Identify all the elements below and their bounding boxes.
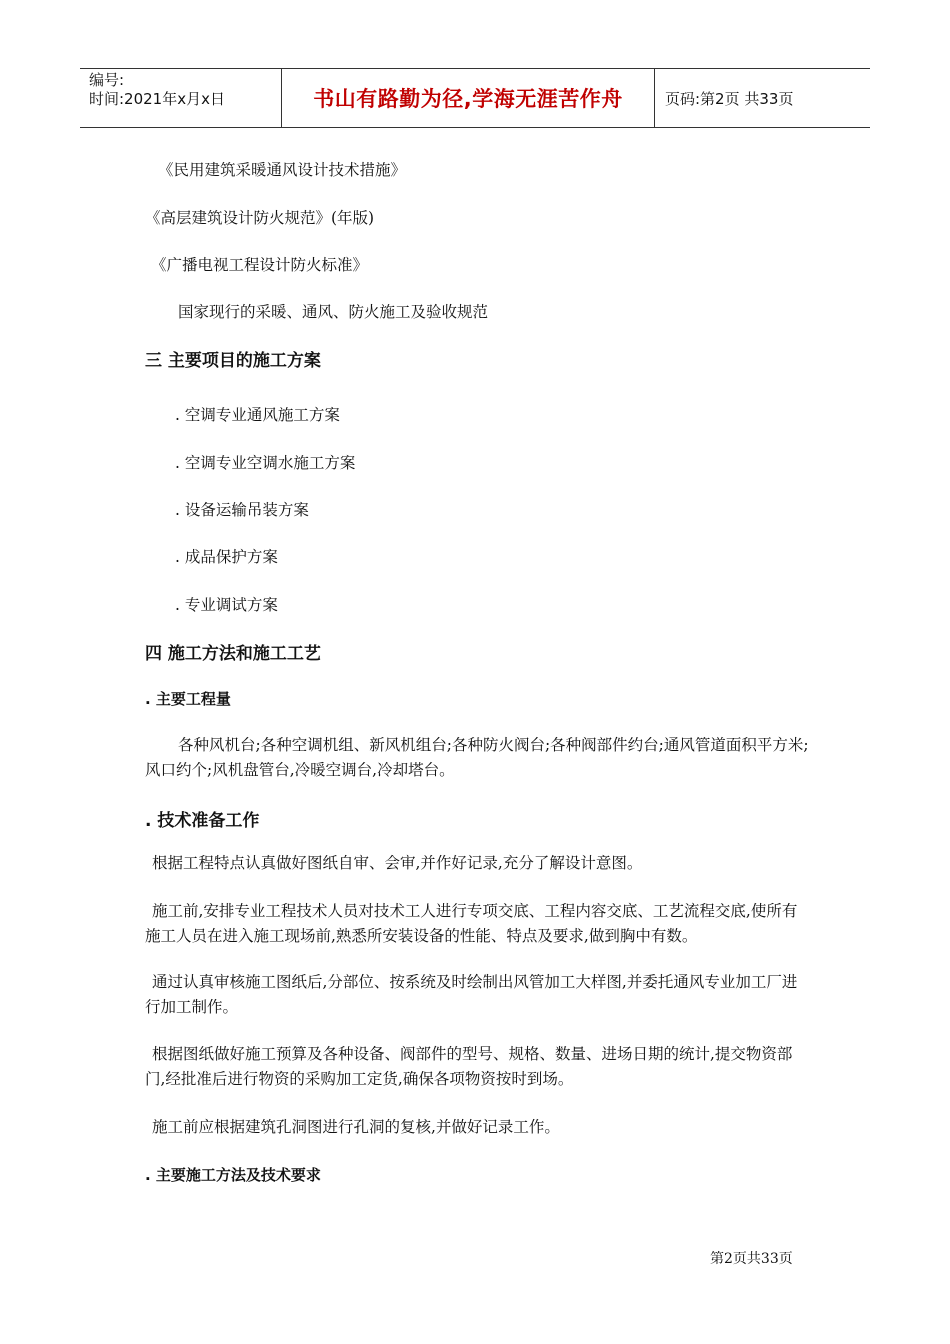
section-3-item: . 成品保护方案 — [175, 548, 278, 566]
page-header — [80, 68, 870, 128]
reference-2: 《高层建筑设计防火规范》(年版) — [145, 209, 375, 227]
subsection-methods-heading: . 主要施工方法及技术要求 — [145, 1166, 321, 1184]
section-3-heading: 三 主要项目的施工方案 — [145, 351, 321, 371]
section-4-heading: 四 施工方法和施工工艺 — [145, 644, 321, 664]
section-3-item: . 专业调试方案 — [175, 596, 278, 614]
header-motto: 书山有路勤为径,学海无涯苦作舟 — [282, 69, 655, 127]
section-3-item: . 设备运输吊装方案 — [175, 501, 309, 519]
header-page-number: 页码:第2页 共33页 — [665, 89, 794, 108]
tech-prep-paragraph: 根据图纸做好施工预算及各种设备、阀部件的型号、规格、数量、进场日期的统计,提交物资部门,经批准后进行物资的采购加工定货,确保各项物资按时到场。 — [145, 1045, 793, 1088]
header-meta — [80, 69, 282, 127]
workload-paragraph: 各种风机台;各种空调机组、新风机组台;各种防火阀台;各种阀部件约台;通风管道面积平方米;风口约个;风机盘管台,冷暖空调台,冷却塔台。 — [145, 736, 809, 779]
tech-prep-paragraph: 施工前,安排专业工程技术人员对技术工人进行专项交底、工程内容交底、工艺流程交底,使所有施工人员在进入施工现场前,熟悉所安装设备的性能、特点及要求,做到胸中有数。 — [145, 902, 798, 945]
reference-1: 《民用建筑采暖通风设计技术措施》 — [158, 161, 407, 179]
tech-prep-paragraph: 根据工程特点认真做好图纸自审、会审,并作好记录,充分了解设计意图。 — [152, 854, 643, 872]
document-number: 编号: — [89, 71, 125, 89]
page-footer: 第2页共33页 — [710, 1251, 793, 1267]
subsection-tech-prep-heading: . 技术准备工作 — [145, 811, 260, 831]
tech-prep-paragraph: 施工前应根据建筑孔洞图进行孔洞的复核,并做好记录工作。 — [152, 1118, 560, 1136]
tech-prep-paragraph: 通过认真审核施工图纸后,分部位、按系统及时绘制出风管加工大样图,并委托通风专业加工厂进行加工制作。 — [145, 973, 798, 1016]
section-3-item: . 空调专业通风施工方案 — [175, 406, 340, 424]
section-3-item: . 空调专业空调水施工方案 — [175, 454, 356, 472]
subsection-workload-heading: . 主要工程量 — [145, 690, 231, 708]
reference-3: 《广播电视工程设计防火标准》 — [151, 256, 369, 274]
document-time: 时间:2021年x月x日 — [89, 90, 225, 108]
reference-4: 国家现行的采暖、通风、防火施工及验收规范 — [178, 303, 489, 321]
